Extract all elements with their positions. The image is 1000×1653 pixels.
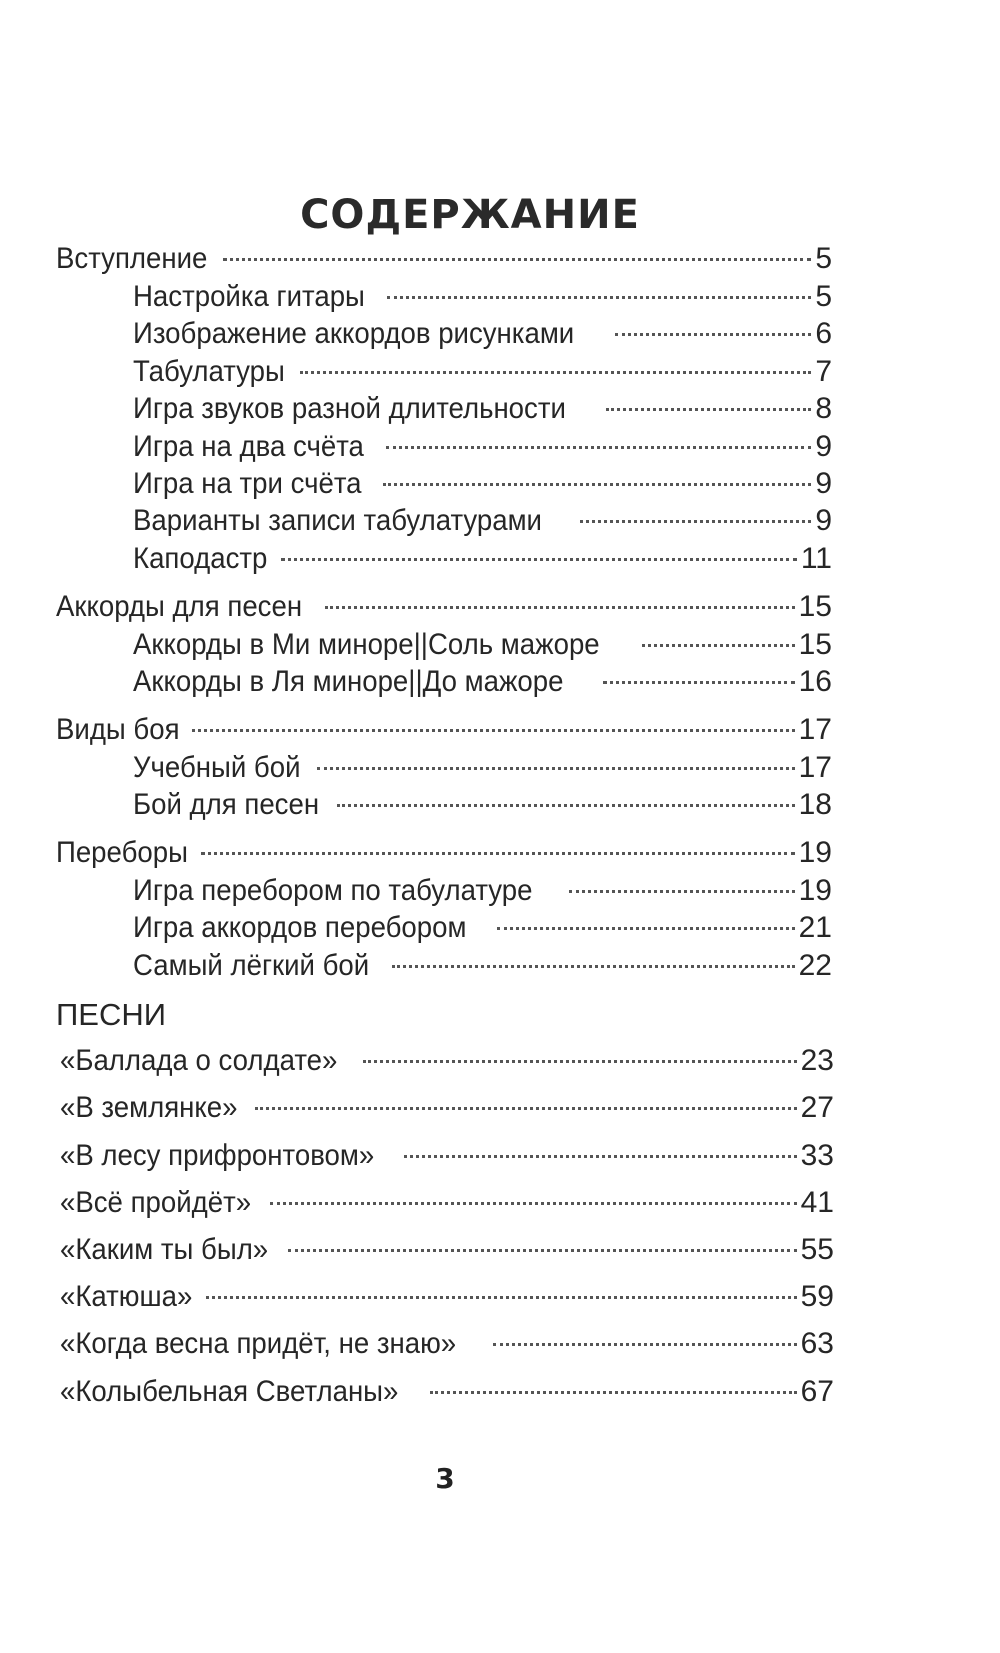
dot-leader (386, 446, 811, 449)
dot-leader (288, 1249, 796, 1252)
toc-entry-page: 16 (798, 665, 832, 698)
page-title: СОДЕРЖАНИЕ (300, 192, 640, 238)
toc-entry (133, 786, 832, 824)
toc-entry-page: 9 (815, 504, 832, 537)
song-page: 33 (800, 1139, 834, 1172)
dot-leader (383, 483, 811, 486)
song-title: «В лесу прифронтовом» (60, 1139, 375, 1172)
dot-leader (192, 729, 794, 732)
toc-entry-text: Самый лёгкий бой (133, 949, 370, 982)
dot-leader (325, 606, 794, 609)
toc-entry-text: Аккорды для песен (56, 590, 303, 623)
song-title: «Каким ты был» (60, 1233, 269, 1266)
dot-leader (569, 890, 794, 893)
song-title: «Катюша» (60, 1280, 193, 1313)
toc-entry-text: Игра аккордов перебором (133, 911, 467, 944)
toc-entry (133, 353, 832, 391)
song-title: «В землянке» (60, 1091, 238, 1124)
song-page: 55 (800, 1233, 834, 1266)
dot-leader (337, 804, 794, 807)
song-page: 63 (800, 1327, 834, 1360)
toc-entry-text: Переборы (56, 836, 188, 869)
song-entry (60, 1042, 834, 1080)
toc-entry-text: Игра перебором по табулатуре (133, 874, 533, 907)
song-entry (60, 1184, 834, 1222)
toc-entry-text: Бой для песен (133, 788, 320, 821)
toc-entry (133, 278, 832, 316)
toc-entry-text: Каподастр (133, 542, 268, 575)
dot-leader (580, 520, 812, 523)
toc-entry-text: Табулатуры (133, 355, 285, 388)
dot-leader (223, 258, 812, 261)
toc-entry-text: Учебный бой (133, 751, 301, 784)
dot-leader (255, 1107, 797, 1110)
toc-entry (133, 663, 832, 701)
toc-entry-text: Игра на два счёта (133, 430, 364, 463)
dot-leader (201, 852, 794, 855)
toc-entry (133, 540, 832, 578)
toc-entry-text: Вступление (56, 242, 208, 275)
toc-entry-text: Игра на три счёта (133, 467, 362, 500)
toc-entry (133, 390, 832, 428)
toc-entry-page: 19 (798, 874, 832, 907)
song-page: 59 (800, 1280, 834, 1313)
page-number: 3 (435, 1462, 455, 1495)
toc-entry (133, 909, 832, 947)
dot-leader (493, 1343, 797, 1346)
songs-heading: ПЕСНИ (56, 997, 167, 1032)
toc-entry-text: Аккорды в Ля миноре||До мажоре (133, 665, 564, 698)
dot-leader (392, 965, 795, 968)
dot-leader (300, 371, 811, 374)
song-page: 27 (800, 1091, 834, 1124)
toc-entry (133, 428, 832, 466)
toc-entry (56, 588, 832, 626)
toc-entry (56, 240, 832, 278)
toc-entry (133, 626, 832, 664)
toc-entry-page: 7 (815, 355, 832, 388)
toc-entry (133, 872, 832, 910)
dot-leader (387, 296, 811, 299)
toc-entry-page: 8 (815, 392, 832, 425)
toc-entry-page: 11 (800, 542, 832, 575)
toc-entry-page: 6 (815, 317, 832, 350)
toc-entry-page: 9 (815, 467, 832, 500)
toc-entry-page: 5 (815, 242, 832, 275)
dot-leader (497, 927, 794, 930)
toc-entry-page: 18 (798, 788, 832, 821)
toc-entry (56, 711, 832, 749)
toc-entry (133, 947, 832, 985)
toc-entry-page: 21 (798, 911, 832, 944)
dot-leader (363, 1060, 796, 1063)
song-title: «Баллада о солдате» (60, 1044, 338, 1077)
song-title: «Колыбельная Светланы» (60, 1375, 399, 1408)
song-page: 41 (800, 1186, 834, 1219)
toc-entry-page: 15 (798, 590, 832, 623)
toc-entry-page: 15 (798, 628, 832, 661)
toc-entry-text: Виды боя (56, 713, 180, 746)
song-entry (60, 1278, 834, 1316)
dot-leader (404, 1155, 797, 1158)
toc-entry-page: 5 (815, 280, 832, 313)
dot-leader (606, 408, 812, 411)
song-title: «Всё пройдёт» (60, 1186, 252, 1219)
song-entry (60, 1137, 834, 1175)
dot-leader (270, 1202, 797, 1205)
dot-leader (206, 1296, 797, 1299)
dot-leader (317, 767, 795, 770)
dot-leader (281, 558, 797, 561)
dot-leader (603, 681, 795, 684)
song-entry (60, 1089, 834, 1127)
song-entry (60, 1373, 834, 1411)
toc-entry-text: Настройка гитары (133, 280, 365, 313)
toc-entry (133, 749, 832, 787)
dot-leader (615, 333, 812, 336)
song-title: «Когда весна придёт, не знаю» (60, 1327, 457, 1360)
song-entry (60, 1325, 834, 1363)
toc-entry-page: 9 (815, 430, 832, 463)
toc-entry (133, 502, 832, 540)
song-entry (60, 1231, 834, 1269)
toc-entry (133, 315, 832, 353)
dot-leader (642, 644, 794, 647)
toc-entry-page: 17 (798, 751, 832, 784)
toc-entry-text: Игра звуков разной длительности (133, 392, 566, 425)
toc-entry-text: Изображение аккордов рисунками (133, 317, 575, 350)
dot-leader (430, 1391, 797, 1394)
song-page: 67 (800, 1375, 834, 1408)
toc-entry-text: Аккорды в Ми миноре||Соль мажоре (133, 628, 600, 661)
toc-entry (56, 834, 832, 872)
toc-entry-page: 19 (798, 836, 832, 869)
toc-entry-page: 22 (798, 949, 832, 982)
song-page: 23 (800, 1044, 834, 1077)
toc-entry-text: Варианты записи табулатурами (133, 504, 542, 537)
toc-entry-page: 17 (798, 713, 832, 746)
toc-entry (133, 465, 832, 503)
